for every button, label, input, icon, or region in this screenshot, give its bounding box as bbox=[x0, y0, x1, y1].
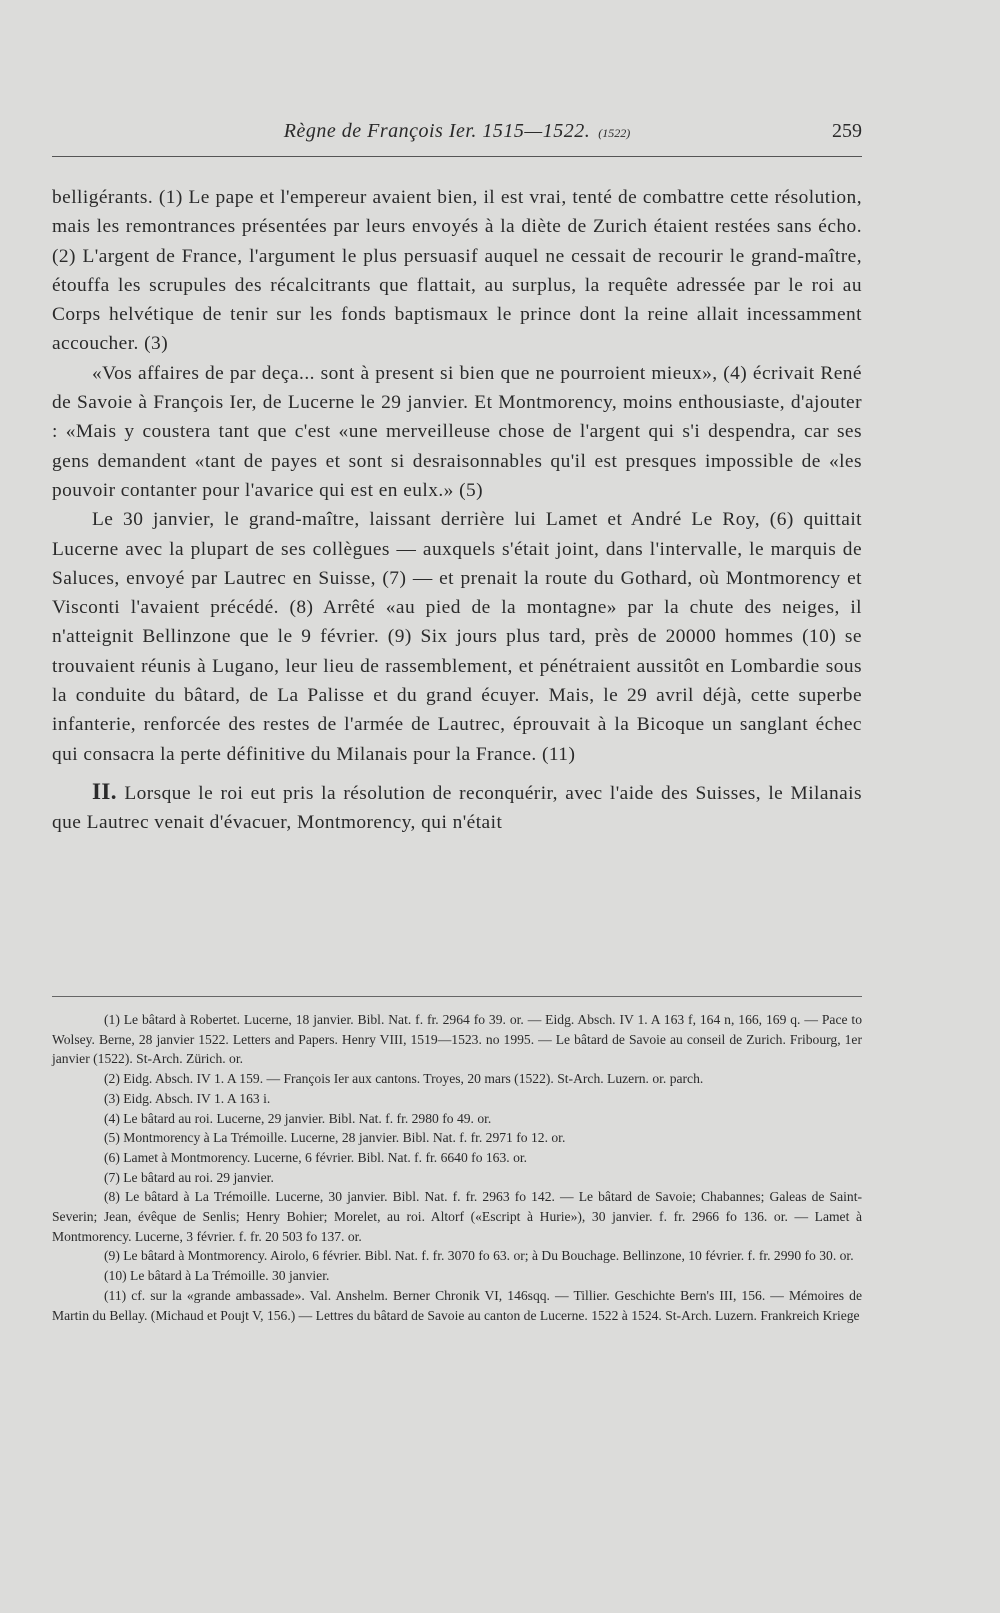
footnote-10: (10) Le bâtard à La Trémoille. 30 janvier. bbox=[104, 1268, 330, 1284]
running-year: (1522) bbox=[598, 126, 631, 140]
footnote-7: (7) Le bâtard au roi. 29 janvier. bbox=[104, 1169, 274, 1185]
footnote-4: (4) Le bâtard au roi. Lucerne, 29 janvier. Bibl. Nat. f. fr. 2980 fo 49. or. bbox=[104, 1110, 492, 1126]
footnote-8: (8) Le bâtard à La Trémoille. Lucerne, 30 janvier. Bibl. Nat. f. fr. 2963 fo 142. — Le bâtard de Savoie; Chabannes; Galeas de Saint-Severin; Jean, évêque de Senlis; Henry Bohier; Morelet, au roi. Altorf («Escript à Hurie»), 30 janvier. f. fr. 2966 fo 136. or. — Lamet à Montmorency. Lucerne, 3 février. f. fr. 20 503 fo 137. or. bbox=[52, 1189, 862, 1244]
header-rule bbox=[52, 156, 862, 157]
running-title: Règne de François Ier. 1515—1522. bbox=[283, 120, 591, 142]
footnote-2: (2) Eidg. Absch. IV 1. A 159. — François Ier aux cantons. Troyes, 20 mars (1522). St-Arch. Luzern. or. parch. bbox=[104, 1071, 704, 1087]
footnote-1: (1) Le bâtard à Robertet. Lucerne, 18 janvier. Bibl. Nat. f. fr. 2964 fo 39. or. — Eidg. Absch. IV 1. A 163 f, 164 n, 166, 169 q. — Pace to Wolsey. Berne, 28 janvier 1522. Letters and Papers. Henry VIII, 1519—1523. no 1995. — Le bâtard de Savoie au conseil de Zurich. Fribourg, 1er janvier (1522). St-Arch. Zürich. or. bbox=[52, 1012, 862, 1067]
paragraph-3: Le 30 janvier, le grand-maître, laissant derrière lui Lamet et André Le Roy, (6) quittait Lucerne avec la plupart de ses collègues — auxquels s'était joint, dans l'intervalle, le marquis de Saluces, envoyé par Lautrec en Suisse, (7) — et prenait la route du Gothard, où Montmorency et Visconti l'avaient précédé. (8) Arrêté «au pied de la montagne» par la chute des neiges, il n'atteignit Bellinzone que le 9 février. (9) Six jours plus tard, près de 20000 hommes (10) se trouvaient réunis à Lugano, leur lieu de rassemblement, et pénétraient aussitôt en Lombardie sous la conduite du bâtard, de La Palisse et du grand écuyer. Mais, le 29 avril déjà, cette superbe infanterie, renforcée des restes de l'armée de Lautrec, éprouvait à la Bicoque un sanglant échec qui consacra la perte définitive du Milanais pour la France. (11) bbox=[52, 509, 862, 765]
page-number: 259 bbox=[832, 120, 862, 142]
footnotes bbox=[52, 1010, 862, 1325]
running-head bbox=[52, 120, 862, 150]
footnote-6: (6) Lamet à Montmorency. Lucerne, 6 février. Bibl. Nat. f. fr. 6640 fo 163. or. bbox=[104, 1149, 528, 1165]
section-numeral: II. bbox=[92, 778, 118, 804]
footnote-5: (5) Montmorency à La Trémoille. Lucerne, 28 janvier. Bibl. Nat. f. fr. 2971 fo 12. or. bbox=[104, 1130, 566, 1146]
footnote-3: (3) Eidg. Absch. IV 1. A 163 i. bbox=[104, 1090, 271, 1106]
footnote-9: (9) Le bâtard à Montmorency. Airolo, 6 février. Bibl. Nat. f. fr. 3070 fo 63. or; à Du Bouchage. Bellinzone, 10 février. f. fr. 2990 fo 30. or. bbox=[104, 1248, 854, 1264]
paragraph-1: belligérants. (1) Le pape et l'empereur avaient bien, il est vrai, tenté de combattre cette résolution, mais les remontrances présentées par leurs envoyés à la diète de Zurich étaient restées sans écho. (2) L'argent de France, l'argument le plus persuasif auquel ne cessait de recourir le grand-maître, étouffa les scrupules des récalcitrants que flattait, au surplus, la requête adressée par le roi au Corps helvétique de tenir sur les fonds baptismaux le prince dont la reine allait incessamment accoucher. (3) bbox=[52, 187, 862, 355]
section-text: Lorsque le roi eut pris la résolution de reconquérir, avec l'aide des Suisses, le Milanais que Lautrec venait d'évacuer, Montmorency, qui n'était bbox=[52, 782, 862, 834]
paragraph-2: «Vos affaires de par deça... sont à present si bien que ne pourroient mieux», (4) écrivait René de Savoie à François Ier, de Lucerne le 29 janvier. Et Montmorency, moins enthousiaste, d'ajouter : «Mais y coustera tant que c'est «une merveilleuse chose de l'argent qui s'i despendra, car ses gens demandent «tant de payes et sont si desraisonnables qu'il est presques impossible de «les pouvoir contanter pour l'avarice qui est en eulx.» (5) bbox=[52, 362, 862, 501]
body-text bbox=[52, 183, 862, 838]
section-paragraph bbox=[52, 777, 862, 838]
footnote-11: (11) cf. sur la «grande ambassade». Val. Anshelm. Berner Chronik VI, 146sqq. — Tillier. Geschichte Bern's III, 156. — Mémoires de Martin du Bellay. (Michaud et Poujt V, 156.) — Lettres du bâtard de Savoie au canton de Lucerne. 1522 à 1524. St-Arch. Luzern. Frankreich Kriege bbox=[52, 1287, 862, 1323]
footnote-rule bbox=[52, 996, 862, 997]
